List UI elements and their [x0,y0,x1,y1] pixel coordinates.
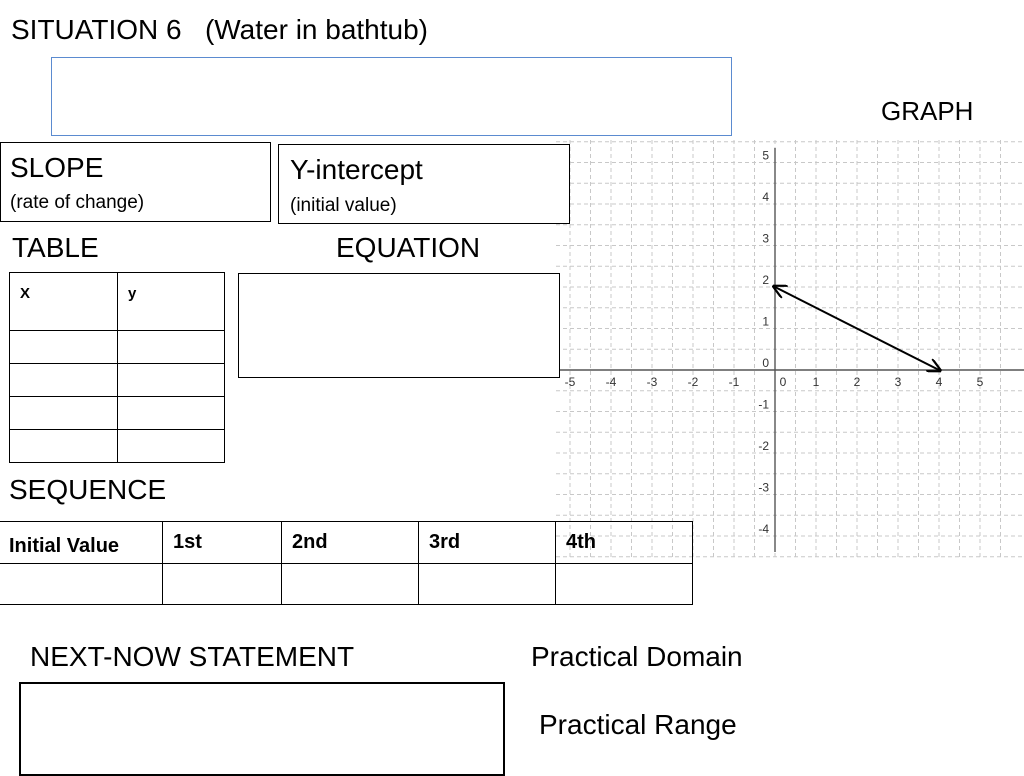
x-tick-label: 5 [976,375,984,389]
table-row [0,564,693,605]
x-tick-label: -5 [564,375,576,389]
y-tick-label: -1 [758,397,769,412]
table-header-x: X [20,285,31,302]
sequence-table [0,521,693,605]
x-tick-label: -1 [728,375,740,389]
y-tick-label: -2 [758,439,769,453]
sequence-value-cell[interactable] [419,564,556,605]
x-tick-label: -2 [687,375,699,389]
equation-box[interactable] [238,273,560,378]
y-intercept-title: Y-intercept [290,154,423,185]
sequence-header-3rd: 3rd [419,522,556,564]
table-row [0,522,693,564]
slope-subtitle: (rate of change) [10,192,145,213]
table-row [10,397,225,430]
table-cell[interactable] [118,397,225,430]
slope-box[interactable] [0,142,271,222]
table-cell[interactable] [118,430,225,463]
y-tick-label: 5 [762,148,769,163]
sequence-value-cell[interactable] [0,564,163,605]
coordinate-graph [556,140,1024,560]
sequence-header-1st: 1st [163,522,282,564]
table-cell[interactable] [10,364,118,397]
table-row [10,273,225,331]
table-row [10,430,225,463]
table-cell[interactable] [118,364,225,397]
y-tick-label: 0 [762,356,769,370]
xy-table [9,272,225,463]
graph-svg [556,140,1024,560]
sequence-header-2nd: 2nd [282,522,419,564]
table-row [10,364,225,397]
sequence-value-cell[interactable] [163,564,282,605]
x-tick-label: -3 [646,375,658,389]
situation-description-box[interactable] [51,57,732,136]
y-tick-label: 4 [762,190,769,204]
sequence-header-initial-label: Initial Value [9,535,120,557]
practical-range-label: Practical Range [539,709,737,740]
y-tick-label: -3 [758,480,769,495]
y-intercept-subtitle: (initial value) [290,195,397,216]
x-tick-label: 2 [853,375,861,389]
table-cell[interactable] [118,331,225,364]
table-header-cell [10,273,118,331]
practical-domain-label: Practical Domain [531,641,743,672]
x-tick-label: 4 [935,375,943,389]
table-header-cell [118,273,225,331]
sequence-header-initial [0,522,163,564]
x-tick-label: -4 [605,375,617,389]
graph-label: GRAPH [881,96,974,126]
table-cell[interactable] [10,397,118,430]
y-tick-label: 2 [762,273,769,287]
next-now-box[interactable] [19,682,505,776]
table-cell[interactable] [10,430,118,463]
y-tick-label: -4 [758,522,769,536]
x-tick-label: 1 [812,375,820,389]
y-intercept-box[interactable] [278,144,570,224]
page-title: SITUATION 6 (Water in bathtub) [11,14,429,45]
next-now-label: NEXT-NOW STATEMENT [30,641,355,672]
sequence-header-4th: 4th [556,522,693,564]
table-header-y: y [128,285,137,302]
x-tick-label: 0 [779,375,787,389]
y-tick-label: 3 [762,231,769,246]
sequence-label: SEQUENCE [9,474,167,505]
table-cell[interactable] [10,331,118,364]
table-label: TABLE [12,232,99,263]
sequence-value-cell[interactable] [282,564,419,605]
y-tick-label: 1 [762,314,769,329]
table-row [10,331,225,364]
equation-label: EQUATION [336,232,481,263]
sequence-value-cell[interactable] [556,564,693,605]
slope-title: SLOPE [10,152,104,183]
x-tick-label: 3 [894,375,902,389]
